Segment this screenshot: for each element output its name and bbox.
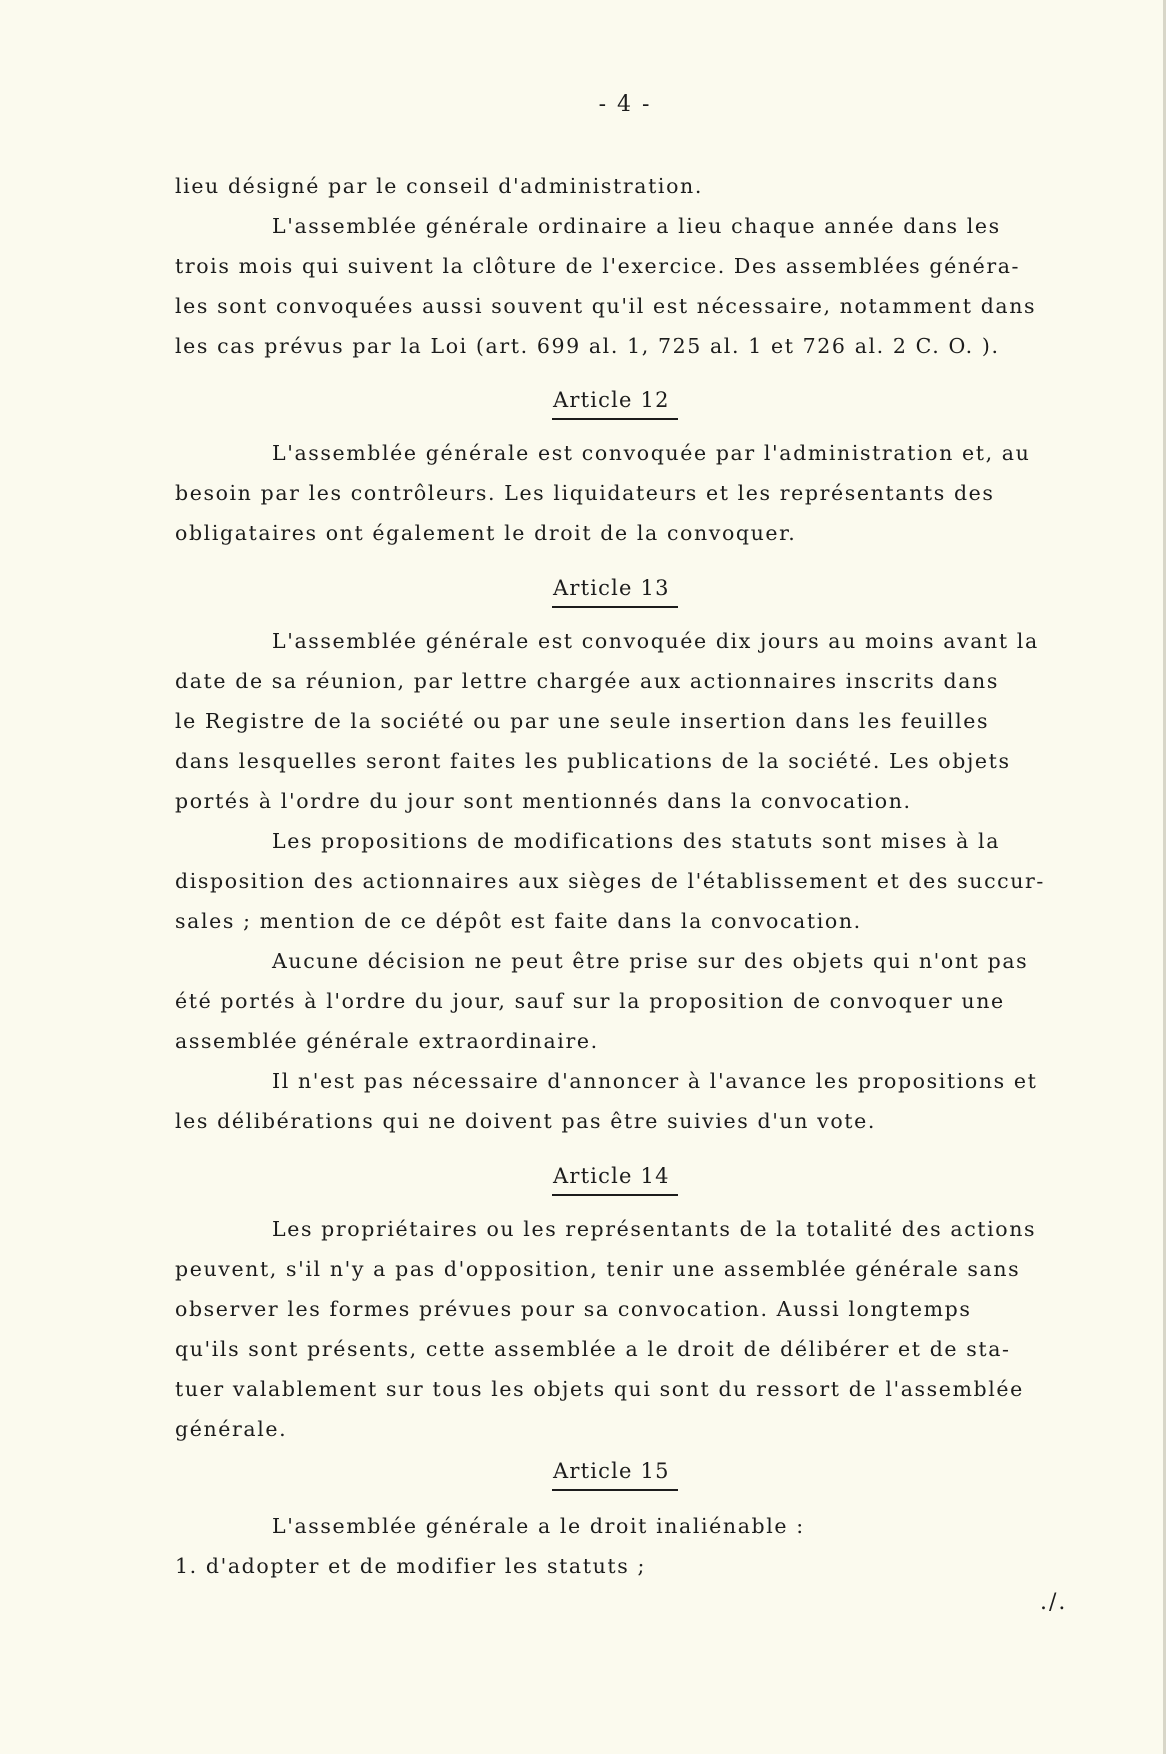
article-heading-text: Article 14 <box>553 1164 670 1188</box>
text-line: Les propositions de modifications des statuts sont mises à la <box>272 829 1001 853</box>
text-line: tuer valablement sur tous les objets qui sont du ressort de l'assemblée <box>175 1377 1024 1401</box>
heading-underline <box>552 1489 678 1491</box>
text-line: les cas prévus par la Loi (art. 699 al. 1, 725 al. 1 et 726 al. 2 C. O. ). <box>175 334 1000 358</box>
text-line: qu'ils sont présents, cette assemblée a le droit de délibérer et de sta- <box>175 1337 1011 1361</box>
text-line: sales ; mention de ce dépôt est faite dans la convocation. <box>175 909 862 933</box>
text-line: les sont convoquées aussi souvent qu'il est nécessaire, notamment dans <box>175 294 1037 318</box>
text-line: date de sa réunion, par lettre chargée aux actionnaires inscrits dans <box>175 669 999 693</box>
article-heading <box>553 1457 670 1491</box>
text-line: peuvent, s'il n'y a pas d'opposition, tenir une assemblée générale sans <box>175 1257 1021 1281</box>
text-line: disposition des actionnaires aux sièges de l'établissement et des succur- <box>175 869 1045 893</box>
text-line: besoin par les contrôleurs. Les liquidateurs et les représentants des <box>175 481 995 505</box>
text-line: trois mois qui suivent la clôture de l'exercice. Des assemblées généra- <box>175 254 1021 278</box>
text-line: Les propriétaires ou les représentants de la totalité des actions <box>272 1217 1037 1241</box>
heading-underline <box>552 606 678 608</box>
text-line: portés à l'ordre du jour sont mentionnés dans la convocation. <box>175 789 912 813</box>
article-heading <box>553 1162 670 1196</box>
text-line: assemblée générale extraordinaire. <box>175 1029 599 1053</box>
text-line: dans lesquelles seront faites les publications de la société. Les objets <box>175 749 1011 773</box>
text-line: L'assemblée générale est convoquée par l'administration et, au <box>272 441 1031 465</box>
text-line: le Registre de la société ou par une seule insertion dans les feuilles <box>175 709 990 733</box>
article-heading-text: Article 15 <box>553 1459 670 1483</box>
text-line: L'assemblée générale est convoquée dix jours au moins avant la <box>272 629 1039 653</box>
text-line: lieu désigné par le conseil d'administration. <box>175 174 703 198</box>
page-number: - 4 - <box>598 92 652 117</box>
text-line: L'assemblée générale a le droit inaliénable : <box>272 1514 805 1538</box>
article-heading <box>553 386 670 420</box>
text-line: générale. <box>175 1417 288 1441</box>
heading-underline <box>552 418 678 420</box>
continuation-mark: ./. <box>1040 1590 1068 1615</box>
text-line: été portés à l'ordre du jour, sauf sur la proposition de convoquer une <box>175 989 1005 1013</box>
article-heading-text: Article 13 <box>553 576 670 600</box>
article-heading <box>553 574 670 608</box>
text-line: L'assemblée générale ordinaire a lieu chaque année dans les <box>272 214 1001 238</box>
article-heading-text: Article 12 <box>553 388 670 412</box>
text-line: Aucune décision ne peut être prise sur des objets qui n'ont pas <box>272 949 1029 973</box>
heading-underline <box>552 1194 678 1196</box>
text-line: obligataires ont également le droit de la convoquer. <box>175 521 797 545</box>
text-line: observer les formes prévues pour sa convocation. Aussi longtemps <box>175 1297 972 1321</box>
text-line: les délibérations qui ne doivent pas être suivies d'un vote. <box>175 1109 876 1133</box>
text-line: 1. d'adopter et de modifier les statuts ; <box>175 1554 646 1578</box>
text-line: Il n'est pas nécessaire d'annoncer à l'avance les propositions et <box>272 1069 1038 1093</box>
